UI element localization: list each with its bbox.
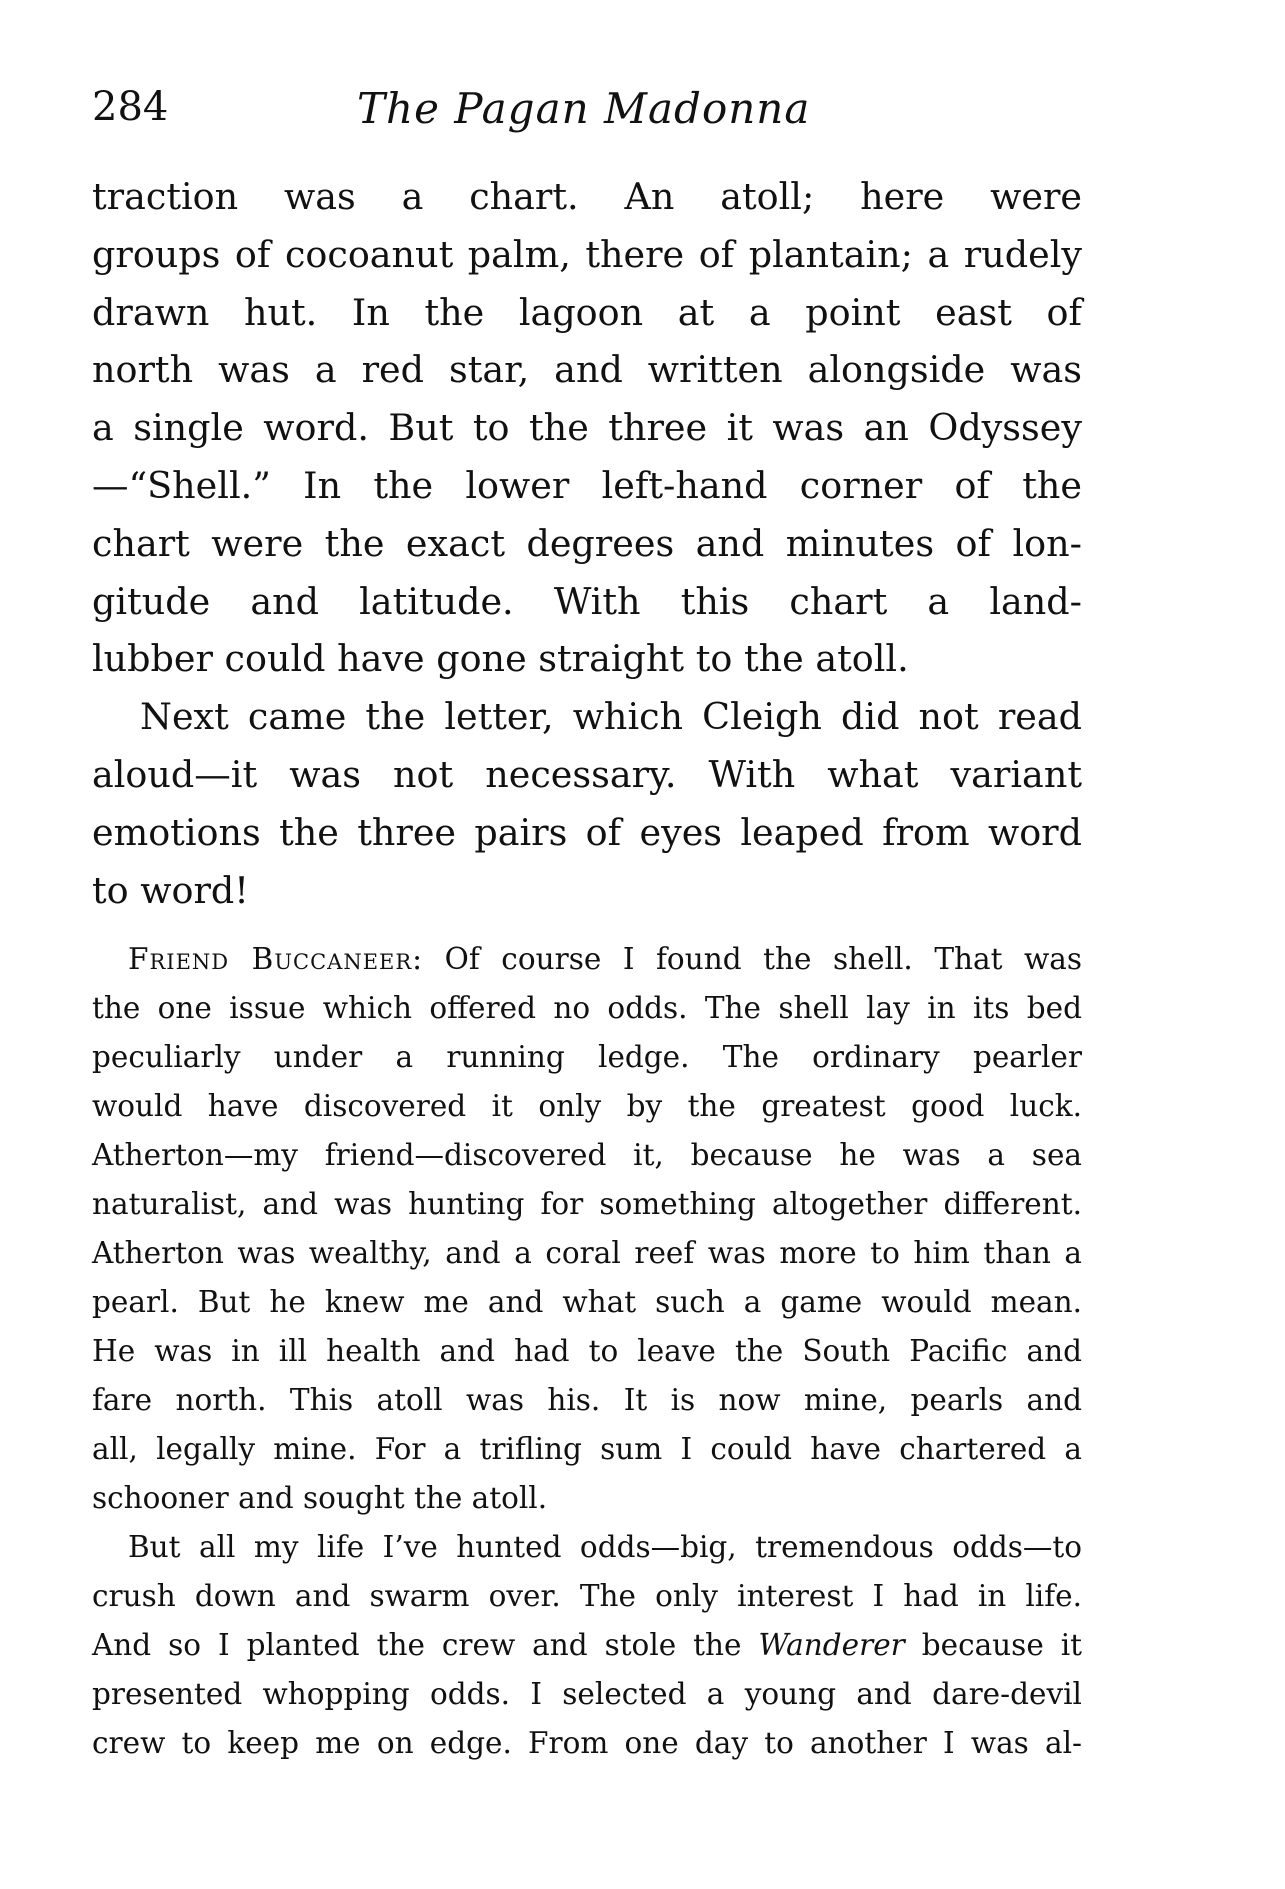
- letter-line: peculiarly under a running ledge. The ordinary pearler: [92, 1040, 1082, 1074]
- text-line: a single word. But to the three it was an Odyssey: [92, 406, 1082, 450]
- text-line: aloud—it was not necessary. With what variant: [92, 752, 1082, 796]
- letter-line: presented whopping odds. I selected a young and dare-devil: [92, 1677, 1082, 1711]
- text-line: Next came the letter, which Cleigh did not read: [140, 695, 1082, 739]
- letter-salutation: Friend Buccaneer:: [128, 942, 424, 976]
- letter-line: [92, 1621, 1082, 1670]
- letter-line: naturalist, and was hunting for something altogether different.: [92, 1187, 1082, 1221]
- letter-line-text: And so I planted the crew and stole the: [92, 1628, 759, 1662]
- text-line: chart were the exact degrees and minutes of lon-: [92, 521, 1082, 565]
- letter-line: But all my life I’ve hunted odds—big, tremendous odds—to: [128, 1530, 1082, 1564]
- text-line: emotions the three pairs of eyes leaped from word: [92, 810, 1082, 854]
- text-line: groups of cocoanut palm, there of plantain; a rudely: [92, 232, 1082, 276]
- letter-line-text: Of course I found the shell. That was: [423, 942, 1082, 976]
- letter-line: fare north. This atoll was his. It is now mine, pearls and: [92, 1383, 1082, 1417]
- text-line: drawn hut. In the lagoon at a point east of: [92, 290, 1082, 334]
- running-title: The Pagan Madonna: [357, 84, 811, 133]
- text-line: lubber could have gone straight to the atoll.: [92, 637, 909, 681]
- text-line: traction was a chart. An atoll; here were: [92, 175, 1082, 218]
- letter-line: [92, 935, 1082, 984]
- letter-line: He was in ill health and had to leave the South Pacific and: [92, 1334, 1082, 1368]
- letter-line-text: because it: [904, 1628, 1083, 1662]
- letter-line: crew to keep me on edge. From one day to another I was al-: [92, 1726, 1082, 1760]
- letter-line: pearl. But he knew me and what such a game would mean.: [92, 1285, 1082, 1319]
- letter-line: Atherton—my friend—discovered it, because he was a sea: [92, 1138, 1082, 1172]
- letter-line: would have discovered it only by the greatest good luck.: [92, 1089, 1082, 1123]
- letter-line: schooner and sought the atoll.: [92, 1481, 548, 1515]
- ship-name: Wanderer: [758, 1628, 905, 1662]
- page-header: [92, 84, 1092, 144]
- letter-line: the one issue which offered no odds. The shell lay in its bed: [92, 991, 1082, 1025]
- main-text: [92, 168, 1082, 919]
- text-line: gitude and latitude. With this chart a land-: [92, 579, 1082, 623]
- text-line: to word!: [92, 868, 249, 912]
- page-number: 284: [92, 84, 169, 130]
- text-line: north was a red star, and written alongside was: [92, 348, 1082, 392]
- letter-line: crush down and swarm over. The only interest I had in life.: [92, 1579, 1082, 1613]
- letter-line: Atherton was wealthy, and a coral reef was more to him than a: [92, 1236, 1082, 1270]
- letter-line: all, legally mine. For a trifling sum I could have chartered a: [92, 1432, 1082, 1466]
- text-line: —“Shell.” In the lower left-hand corner of the: [92, 463, 1082, 507]
- letter-text: [92, 935, 1082, 1768]
